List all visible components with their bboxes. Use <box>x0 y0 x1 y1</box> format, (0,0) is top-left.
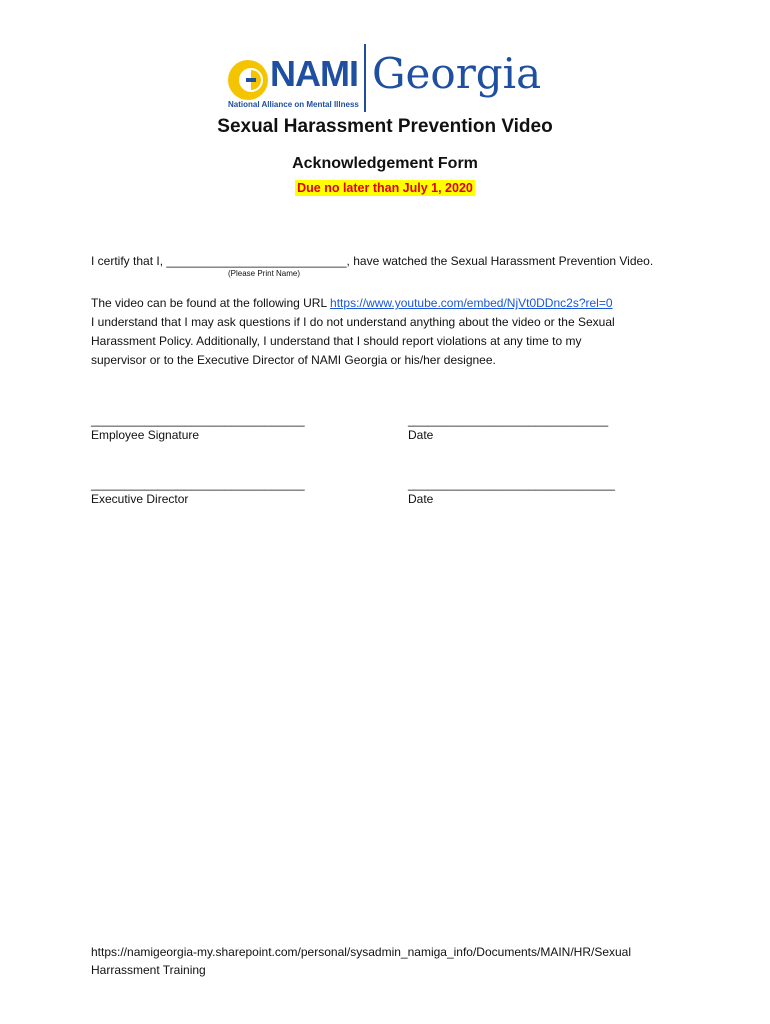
director-signature-line[interactable]: ________________________________ <box>91 477 305 491</box>
footer-line-2: Harrassment Training <box>91 963 206 977</box>
logo-nami-text: NAMI <box>270 53 358 94</box>
body-line-2: I understand that I may ask questions if I do not understand anything about the video or the Sexual <box>91 315 615 329</box>
due-date-highlight: Due no later than July 1, 2020 <box>297 181 473 195</box>
due-date-wrap <box>0 179 770 197</box>
form-subtitle: Acknowledgement Form <box>292 155 478 172</box>
footer-path <box>91 943 631 979</box>
body-line-4: supervisor or to the Executive Director of NAMI Georgia or his/her designee. <box>91 353 496 367</box>
director-date-label: Date <box>408 492 434 506</box>
certify-statement: I certify that I, ___________________________, have watched the Sexual Harassment Prevention Video. <box>91 254 654 268</box>
employee-signature-label: Employee Signature <box>91 428 200 442</box>
employee-signature-line[interactable]: ________________________________ <box>91 413 305 427</box>
nami-georgia-logo <box>226 44 548 114</box>
document-title: Sexual Harassment Prevention Video <box>217 116 553 137</box>
url-intro: The video can be found at the following URL <box>91 296 331 310</box>
director-signature-label: Executive Director <box>91 492 189 506</box>
logo-state-text: Georgia <box>372 49 542 98</box>
employee-date-line[interactable]: ______________________________ <box>408 413 609 427</box>
print-name-hint: (Please Print Name) <box>228 269 301 278</box>
logo-tagline: National Alliance on Mental Illness <box>228 100 359 109</box>
url-line <box>91 294 613 313</box>
nami-sun-icon <box>226 58 270 102</box>
employee-date-label: Date <box>408 428 434 442</box>
footer-line-1: https://namigeorgia-my.sharepoint.com/personal/sysadmin_namiga_info/Documents/MAIN/HR/Sexual <box>91 945 632 959</box>
body-line-3: Harassment Policy. Additionally, I understand that I should report violations at any time to my <box>91 334 582 348</box>
logo-divider <box>364 44 366 112</box>
director-date-line[interactable]: _______________________________ <box>408 477 615 491</box>
video-url-link[interactable]: https://www.youtube.com/embed/NjVt0DDnc2s?rel=0 <box>330 296 613 310</box>
